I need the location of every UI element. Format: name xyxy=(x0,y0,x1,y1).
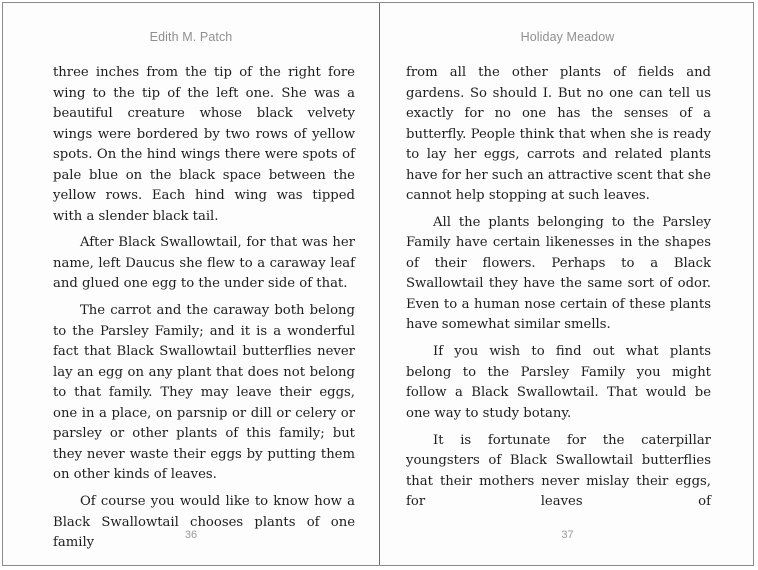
book-spread xyxy=(2,2,754,566)
right-page-text xyxy=(406,63,711,519)
left-page[interactable] xyxy=(3,3,379,565)
paragraph: three inches from the tip of the right fore wing to the tip of the left one. She was a beautiful creature whose black velvety wings were bordered by two rows of yellow spots. On the hind wings there were spots of pale blue on the black space between the yellow rows. Each hind wing was tipped with a slender black tail. xyxy=(53,65,355,224)
running-header-title: Holiday Meadow xyxy=(520,30,615,44)
running-header-author: Edith M. Patch xyxy=(149,30,233,44)
left-page-text xyxy=(53,63,355,560)
paragraph: If you wish to find out what plants belong to the Parsley Family you might follow a Black Swallowtail. That would be one way to study botany. xyxy=(406,344,711,421)
paragraph: from all the other plants of fields and gardens. So should I. But no one can tell us exactly for no one has the senses of a butterfly. People think that when she is ready to lay her eggs, carrots and related plants have for her such an attractive scent that she cannot help stopping at such leaves. xyxy=(406,65,711,203)
paragraph: All the plants belonging to the Parsley Family have certain likenesses in the shapes of their flowers. Perhaps to a Black Swallowtail they have the same sort of odor. Even to a human nose certain of these plants have somewhat similar smells. xyxy=(406,214,711,333)
paragraph: After Black Swallowtail, for that was her name, left Daucus she flew to a caraway leaf and glued one egg to the under side of that. xyxy=(53,235,355,292)
page-number: 36 xyxy=(184,529,198,541)
paragraph: It is fortunate for the caterpillar youngsters of Black Swallowtail butterflies that their mothers never mislay their eggs, for leaves of xyxy=(406,432,711,510)
right-page[interactable] xyxy=(380,3,755,565)
paragraph: Of course you would like to know how a Black Swallowtail chooses plants of one family xyxy=(53,494,355,551)
paragraph: The carrot and the caraway both belong to the Parsley Family; and it is a wonderful fact that Black Swallowtail butterflies never lay an egg on any plant that does not belong to that family. They may leave their eggs, one in a place, on parsnip or dill or celery or parsley or other plants of this family; but they never waste their eggs by putting them on other kinds of leaves. xyxy=(53,303,355,483)
page-number: 37 xyxy=(561,529,574,541)
